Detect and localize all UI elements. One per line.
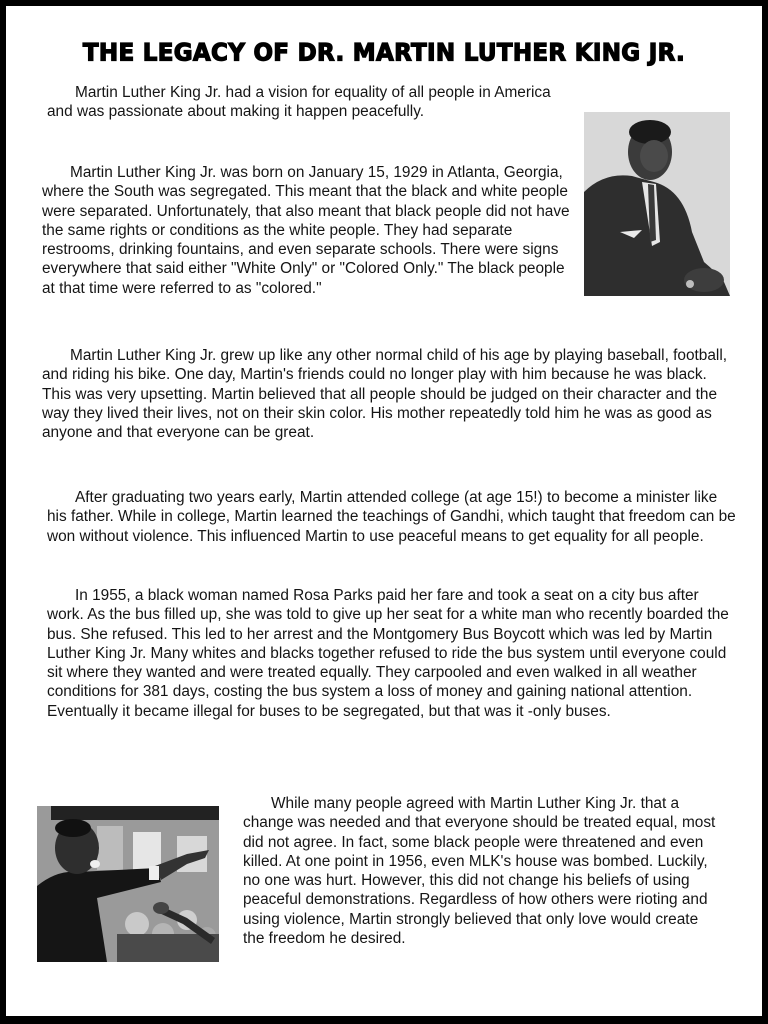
paragraph-opposition: While many people agreed with Martin Luther King Jr. that a change was needed and that everyone should be treated equal, most did not agree. In fact, some black people were threatened and even killed. At one point in 1956, even MLK's house was bombed. Luckily, no one was hurt. However, this did not change his beliefs of using peaceful demonstrations. Regardless of how others were rioting and using violence, Martin strongly believed that only love would create the freedom he desired. (243, 795, 716, 948)
paragraph-childhood: Martin Luther King Jr. grew up like any other normal child of his age by playing baseball, football, and riding his bike. One day, Martin's friends could no longer play with him because he was black. This was very upsetting. Martin believed that all people should be judged on their character and the way they lived their lives, not on their skin color. His mother repeatedly told him he was as good as anyone and that everyone can be great. (42, 347, 728, 442)
speech-photo (37, 806, 219, 962)
paragraph-college: After graduating two years early, Martin attended college (at age 15!) to become a minister like his father. While in college, Martin learned the teachings of Gandhi, which taught that freedom can be won without violence. This influenced Martin to use peaceful means to get equality for all people. (47, 489, 736, 545)
speech-illustration (37, 806, 219, 962)
page-title: THE LEGACY OF DR. MARTIN LUTHER KING JR. (82, 39, 686, 67)
portrait-illustration (584, 112, 730, 296)
worksheet-page (6, 6, 762, 1016)
paragraph-intro: Martin Luther King Jr. had a vision for equality of all people in America and was passionate about making it happen peacefully. (47, 84, 551, 121)
portrait-photo (584, 112, 730, 296)
paragraph-bus-boycott: In 1955, a black woman named Rosa Parks paid her fare and took a seat on a city bus after work. As the bus filled up, she was told to give up her seat for a white man who recently boarded the bus. She refused. This led to her arrest and the Montgomery Bus Boycott which was led by Martin Luther King Jr. Many whites and blacks together refused to ride the bus system until everyone could sit where they wanted and were treated equally. They carpooled and even walked in all weather conditions for 381 days, costing the bus system a loss of money and gaining national attention. Eventually it became illegal for buses to be segregated, but that was it -only buses. (47, 587, 729, 720)
paragraph-birth: Martin Luther King Jr. was born on January 15, 1929 in Atlanta, Georgia, where the South was segregated. This meant that the black and white people were separated. Unfortunately, that also meant that black people did not have the same rights or conditions as the white people. They had separate restrooms, drinking fountains, and even separate schools. There were signs everywhere that said either "White Only" or "Colored Only." The black people at that time were referred to as "colored." (42, 164, 570, 297)
